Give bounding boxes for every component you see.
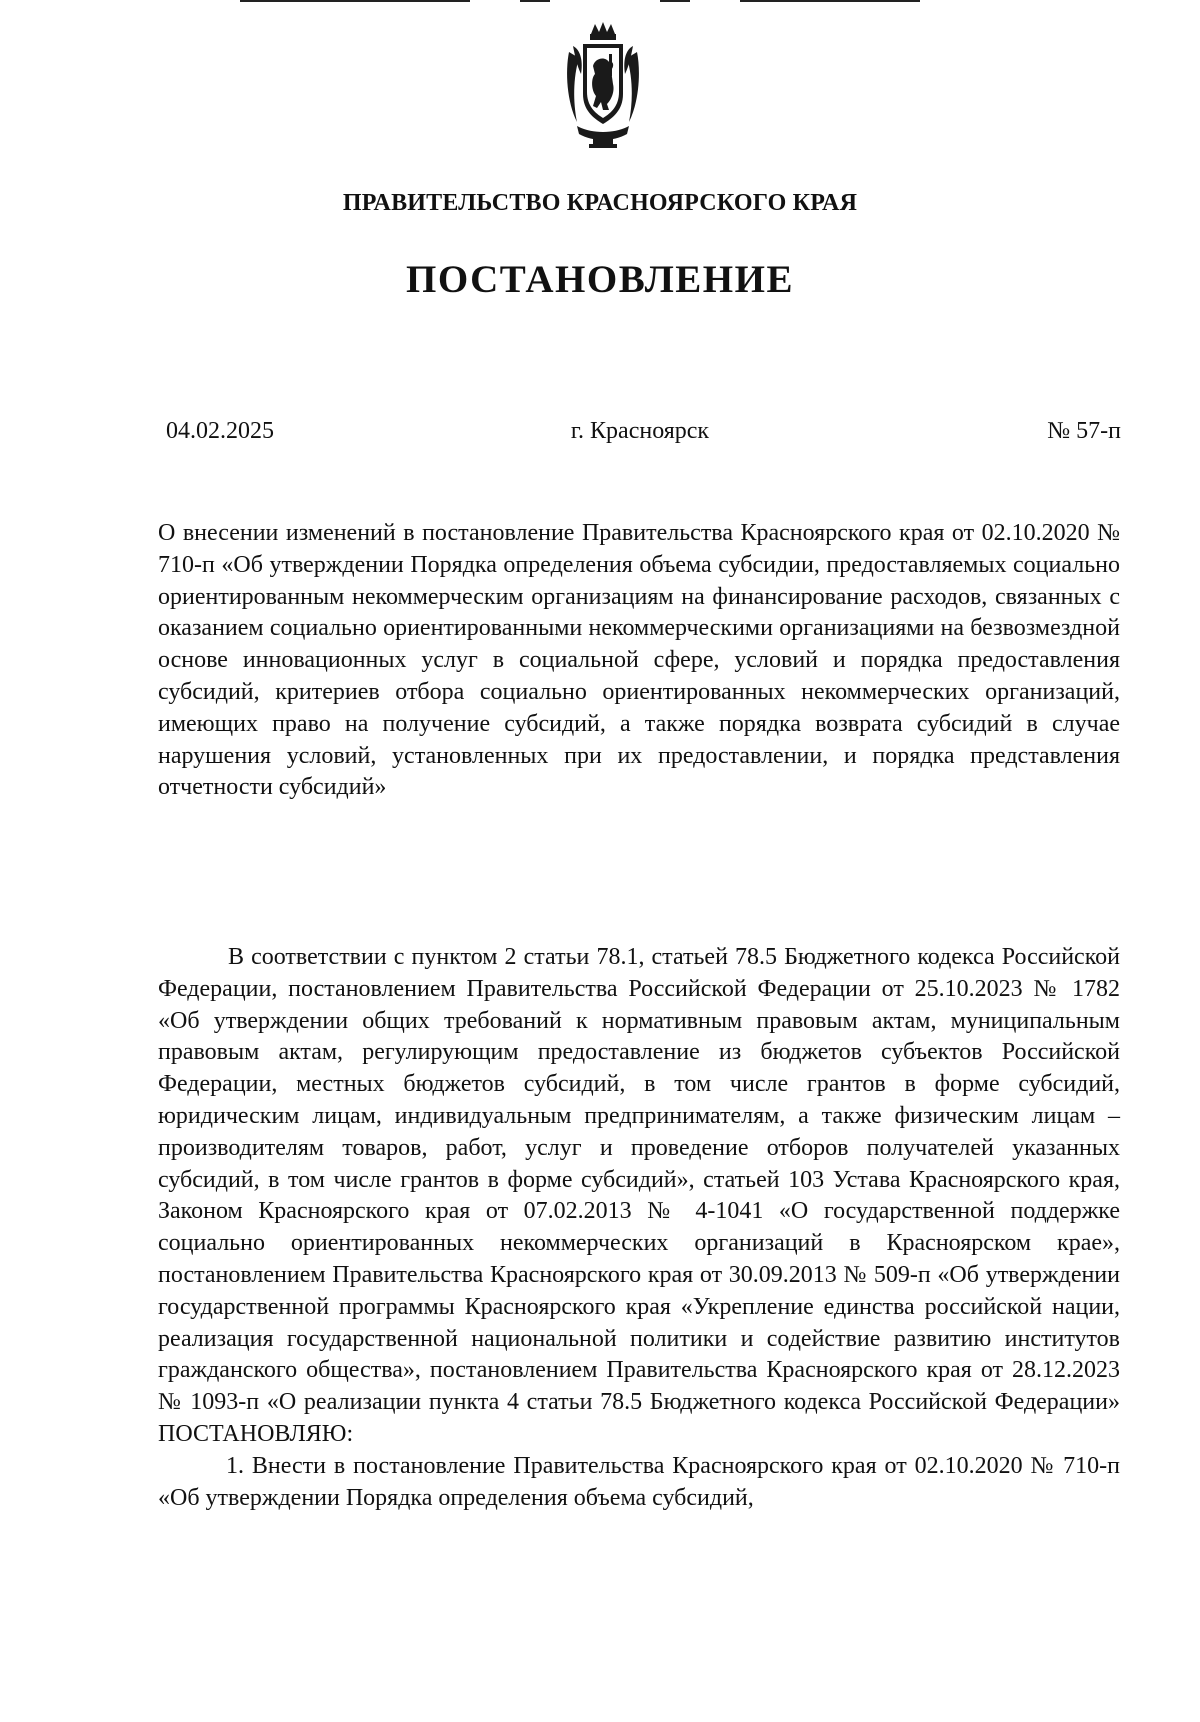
document-date: 04.02.2025: [166, 418, 274, 444]
scan-artifact-line: [240, 0, 470, 2]
document-type-heading: ПОСТАНОВЛЕНИЕ: [405, 258, 794, 301]
item-1-paragraph: 1. Внести в постановление Правительства Красноярского края от 02.10.2020 № 710-п «Об утверждении Порядка определения объема субсидий,: [158, 1452, 1120, 1511]
organization-title: ПРАВИТЕЛЬСТВО КРАСНОЯРСКОГО КРАЯ: [342, 190, 858, 216]
scan-artifact-line: [660, 0, 690, 2]
document-body: [158, 942, 1120, 1514]
document-meta-row: [160, 416, 1120, 446]
preamble-paragraph: В соответствии с пунктом 2 статьи 78.1, статьей 78.5 Бюджетного кодекса Российской Федерации, постановлением Правительства Российской Федерации от 25.10.2023 № 1782 «Об утверждении общих требований к нормативным правовым актам, муниципальным правовым актам, регулирующим предоставление из бюджетов субъектов Российской Федерации, местных бюджетов субсидий, в том числе грантов в форме субсидий, юридическим лицам, индивидуальным предпринимателям, а также физическим лицам – производителям товаров, работ, услуг и проведение отборов получателей указанных субсидий, в том числе грантов в форме субсидий», статьей 103 Устава Красноярского края, Законом Красноярского края от 07.02.2013 № 4-1041 «О государственной поддержке социально ориентированных некоммерческих организаций в Красноярском крае», постановлением Правительства Красноярского края от 30.09.2013 № 509-п «Об утверждении государственной программы Красноярского края «Укрепление единства российской нации, реализация государственной национальной политики и содействие развитию институтов гражданского общества», постановлением Правительства Красноярского края от 28.12.2023 № 1093-п «О реализации пункта 4 статьи 78.5 Бюджетного кодекса Российской Федерации» ПОСТАНОВЛЯЮ:: [158, 944, 1120, 1447]
document-number: № 57-п: [1047, 418, 1121, 444]
document-subject: О внесении изменений в постановление Правительства Красноярского края от 02.10.2020 № 710-п «Об утверждении Порядка определения объема субсидии, предоставляемых социально ориентированным некоммерческим организациям на финансирование расходов, связанных с оказанием социально ориентированными некоммерческими организациями на безвозмездной основе инновационных услуг в социальной сфере, условий и порядка предоставления субсидий, критериев отбора социально ориентированных некоммерческих организаций, имеющих право на получение субсидий, а также порядка возврата субсидий в случае нарушения условий, установленных при их предоставлении, и порядка представления отчетности субсидий»: [158, 520, 1120, 801]
krasnoyarsk-coat-of-arms-icon: [563, 22, 643, 150]
scan-artifact-line: [520, 0, 550, 2]
document-city: г. Красноярск: [570, 418, 710, 444]
scan-artifact-line: [740, 0, 920, 2]
